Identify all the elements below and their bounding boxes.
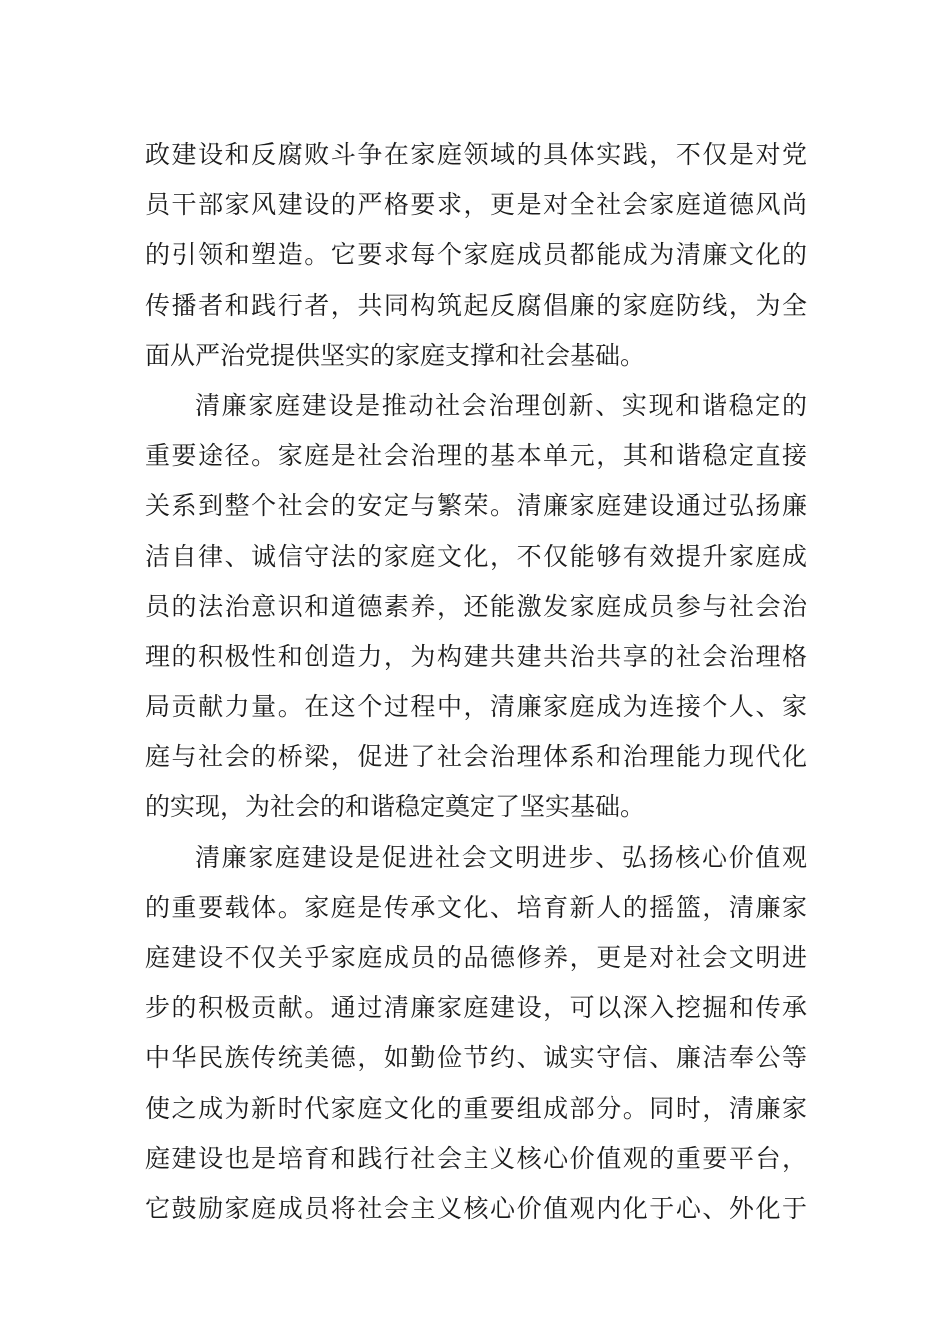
text-line: 庭建设不仅关乎家庭成员的品德修养，更是对社会文明进	[145, 943, 807, 972]
text-line: 使之成为新时代家庭文化的重要组成部分。同时，清廉家	[145, 1093, 807, 1123]
text-line: 员的法治意识和道德素养，还能激发家庭成员参与社会治	[145, 591, 807, 621]
text-line: 洁自律、诚信守法的家庭文化，不仅能够有效提升家庭成	[145, 541, 807, 571]
paragraph-2	[145, 381, 807, 833]
text-line: 局贡献力量。在这个过程中，清廉家庭成为连接个人、家	[145, 692, 807, 722]
text-line: 员干部家风建设的严格要求，更是对全社会家庭道德风尚	[145, 190, 807, 220]
text-line: 的重要载体。家庭是传承文化、培育新人的摇篮，清廉家	[145, 892, 807, 922]
paragraph-1	[145, 130, 807, 381]
text-line: 中华民族传统美德，如勤俭节约、诚实守信、廉洁奉公等	[145, 1043, 807, 1073]
text-line: 庭与社会的桥梁，促进了社会治理体系和治理能力现代化	[145, 742, 807, 772]
text-line: 清廉家庭建设是推动社会治理创新、实现和谐稳定的	[195, 390, 807, 420]
text-line: 关系到整个社会的安定与繁荣。清廉家庭建设通过弘扬廉	[145, 491, 807, 521]
paragraph-3	[145, 833, 807, 1235]
text-line: 庭建设也是培育和践行社会主义核心价值观的重要平台，	[145, 1143, 807, 1173]
text-line: 的引领和塑造。它要求每个家庭成员都能成为清廉文化的	[145, 240, 807, 270]
text-line: 的实现，为社会的和谐稳定奠定了坚实基础。	[145, 792, 646, 822]
text-line: 理的积极性和创造力，为构建共建共治共享的社会治理格	[145, 641, 807, 671]
document-body	[145, 130, 807, 1234]
text-line: 重要途径。家庭是社会治理的基本单元，其和谐稳定直接	[145, 441, 807, 471]
text-line: 清廉家庭建设是促进社会文明进步、弘扬核心价值观	[195, 842, 807, 872]
text-line: 它鼓励家庭成员将社会主义核心价值观内化于心、外化于	[145, 1193, 807, 1223]
text-line: 面从严治党提供坚实的家庭支撑和社会基础。	[145, 340, 646, 370]
text-line: 政建设和反腐败斗争在家庭领域的具体实践，不仅是对党	[145, 140, 807, 169]
text-line: 传播者和践行者，共同构筑起反腐倡廉的家庭防线，为全	[145, 290, 807, 320]
text-line: 步的积极贡献。通过清廉家庭建设，可以深入挖掘和传承	[145, 993, 807, 1023]
